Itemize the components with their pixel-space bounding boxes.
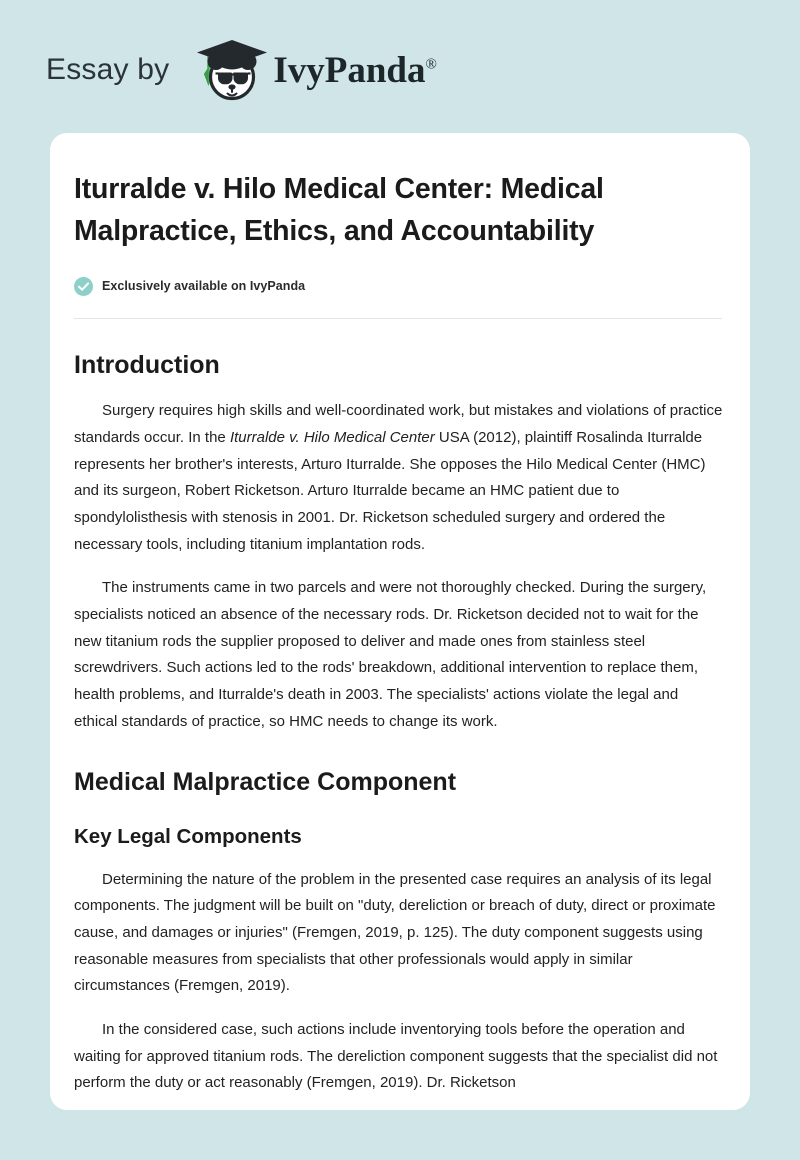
text-run: In the considered case, such actions include inventorying tools before the operation and waiting for approved titanium rods. The dereliction component suggests that the specialist did not perform the duty or act reasonably (Fremgen, 2019). Dr. Ricketson	[74, 1021, 718, 1092]
paragraph	[74, 1017, 724, 1097]
text-run: The instruments came in two parcels and were not thoroughly checked. During the surgery, specialists noticed an absence of the necessary rods. Dr. Ricketson decided not to wait for the new titanium rods the supplier proposed to deliver and made ones from stainless steel screwdrivers. Such actions led to the rods' breakdown, additional intervention to replace them, health problems, and Iturralde's death in 2003. The specialists' actions violate the legal and ethical standards of practice, so HMC needs to change its work.	[74, 579, 707, 730]
paragraph	[74, 575, 724, 735]
masthead-prefix-label: Essay by	[46, 53, 170, 86]
section-heading-introduction: Introduction	[74, 350, 220, 379]
paragraph	[74, 398, 724, 558]
ivypanda-logo[interactable]	[185, 34, 437, 106]
section-heading-medical-malpractice-component: Medical Malpractice Component	[74, 767, 457, 796]
text-run: Surgery requires high skills and well-coordinated work, but mistakes and violations of practice standards occur. In the	[74, 402, 723, 446]
status-badge: Exclusively available on IvyPanda	[102, 279, 306, 294]
masthead	[46, 34, 437, 106]
title-divider	[74, 318, 722, 319]
document-card	[50, 133, 750, 1110]
registered-trademark-icon: ®	[425, 56, 437, 73]
panda-graduate-icon	[185, 34, 271, 106]
text-run-italic: Iturralde v. Hilo Medical Center	[229, 428, 435, 446]
text-run: USA (2012), plaintiff Rosalinda Iturralde represents her brother's interests, Arturo Iturralde. She opposes the Hilo Medical Center (HMC) and its surgeon, Robert Ricketson. Arturo Iturralde became an HMC patient due to spondylolisthesis with stenosis in 2001. Dr. Ricketson scheduled surgery and ordered the necessary tools, including titanium implantation rods.	[74, 428, 706, 553]
page-title: Iturralde v. Hilo Medical Center: Medical Malpractice, Ethics, and Accountability	[74, 173, 604, 247]
paragraph	[74, 867, 724, 1000]
brand-name-text: IvyPanda	[273, 49, 426, 91]
check-circle-icon	[74, 277, 93, 296]
exclusivity-badge	[74, 277, 724, 296]
brand-wordmark	[273, 49, 437, 91]
text-run: Determining the nature of the problem in the presented case requires an analysis of its legal components. The judgment will be built on "duty, dereliction or breach of duty, direct or proximate cause, and damages or injuries" (Fremgen, 2019, p. 125). The duty component suggests using reasonable measures from specialists that other professionals would apply in similar circumstances (Fremgen, 2019).	[74, 870, 716, 995]
subsection-heading-key-legal-components: Key Legal Components	[74, 825, 302, 849]
